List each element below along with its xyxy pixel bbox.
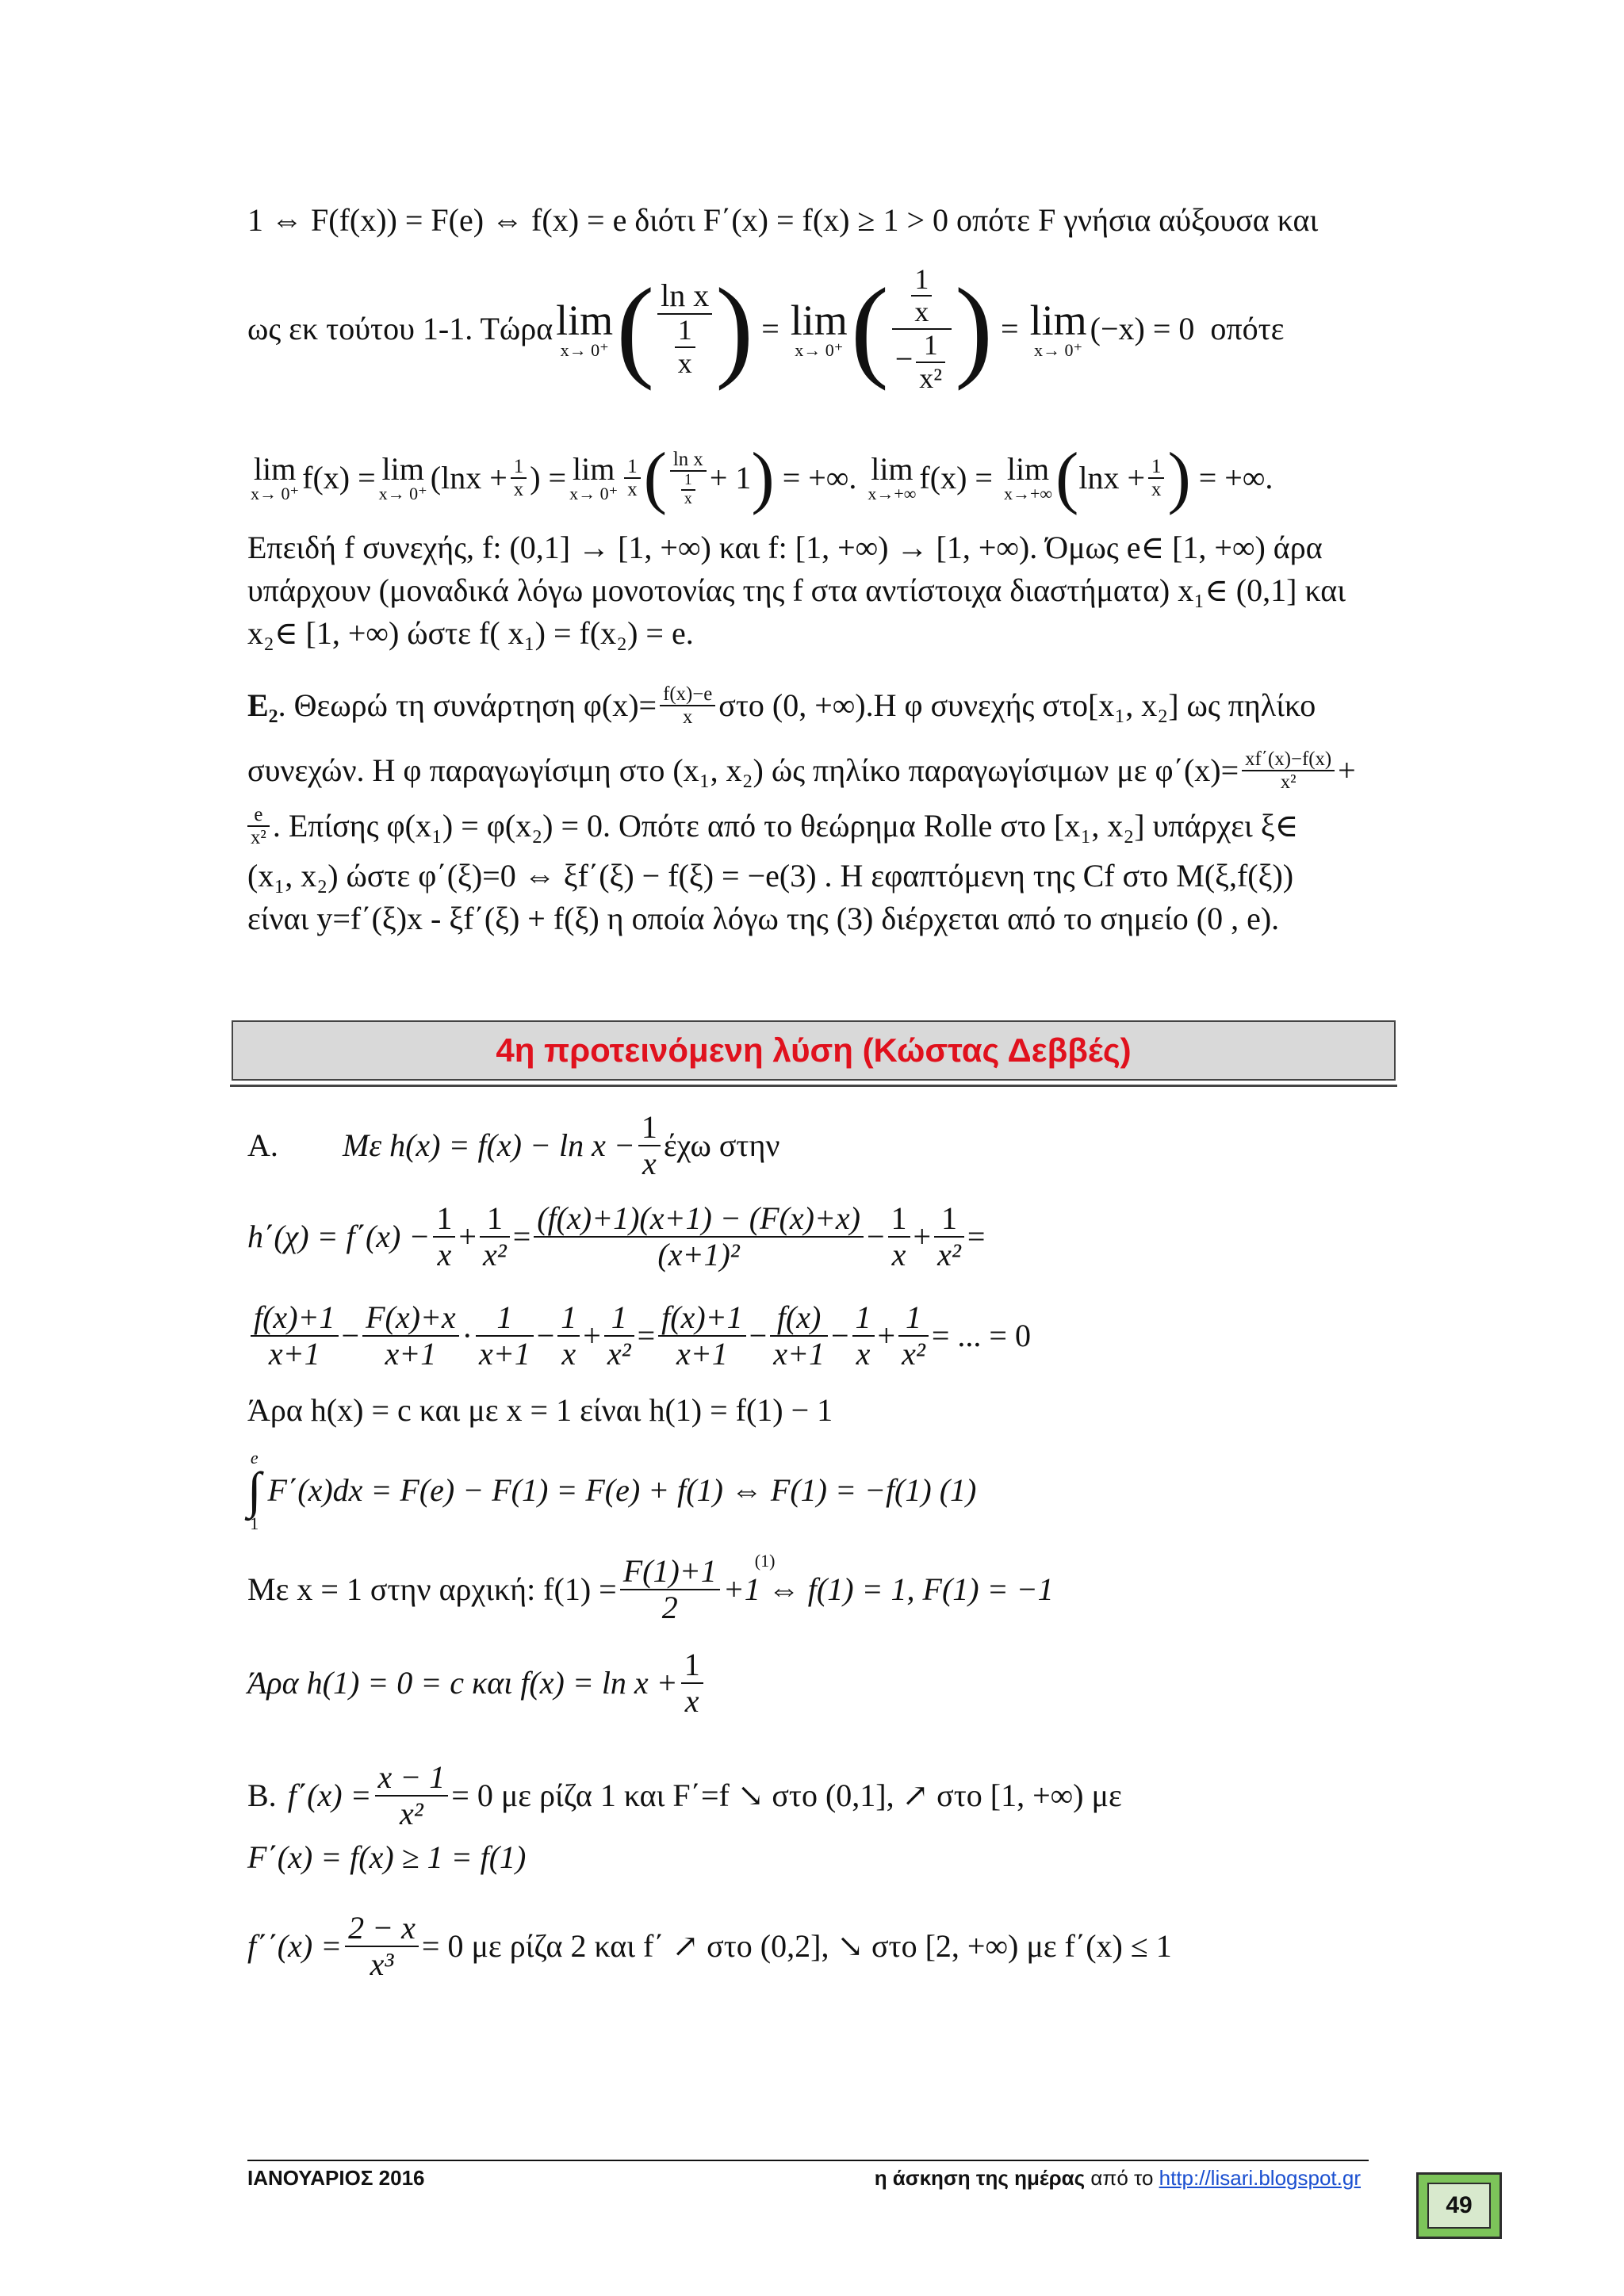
text-line-3-limits: lim x→ 0⁺ f(x) = lim x→ 0⁺ (lnx + $\frac{1}{x}$ ) = lim x→ 0⁺ $\frac{1}{x}$ ( $\frac{\text{ln x}}{\frac{1}{x}}$ + 1 ) = +∞. lim x→+∞ f(x) = lim x→+∞ ( lnx + $\frac{1}{x}$ ) = +∞.: [251, 439, 1274, 517]
e2-line-3: $\frac{e}{\text{x²}}$ . Επίσης φ(x₁) = φ(x₂) = 0. Οπότε από το θεώρημα Rolle στο [x₁, x₂] υπάρχει ξ∈: [247, 794, 1298, 858]
e2-line-4: (x₁, x₂) ώστε φ΄(ξ)=0 ⇔ ξf΄(ξ) − f(ξ) = −e(3) . Η εφαπτόμενη της Cf στο M(ξ,f(ξ)): [247, 858, 1294, 894]
page-number-badge: [1416, 2172, 1502, 2239]
limit-2: lim x→ 0⁺: [790, 297, 848, 360]
e2-line-1: Ε₂ . Θεωρώ τη συνάρτηση φ(x)= $\frac{f(x)-e}{x}$ στο (0, +∞).Η φ συνεχής στο[x₁, x₂] ως πηλίκο: [247, 683, 1316, 728]
sol-a-line-3: $\frac{f(x)+1}{x+1}$ − $\frac{F(x)+x}{x+1}$ · $\frac{1}{x+1}$ − $\frac{1}{x}$ + $\frac{1}{\text{x²}}$ = $\frac{f(x)+1}{x+1}$ − $\frac{f(x)}{x+1}$ − $\frac{1}{x}$ + $\frac{1}{\text{x²}}$ = ... = 0: [247, 1292, 1031, 1380]
sol-a-line-4: Άρα h(x) = c και με x = 1 είναι h(1) = f(1) − 1: [247, 1392, 833, 1428]
text-line-1: 1 ⇔ F(f(x)) = F(e) ⇔ f(x) = e διότι F΄(x) = f(x) ≥ 1 > 0 οπότε F γνήσια αύξουσα και: [247, 202, 1319, 238]
fraction-derivatives: $\frac{1}{x}$ − $\frac{1}{\text{x²}}$: [892, 264, 952, 394]
sol-a-line-6: Με x = 1 στην αρχική: f(1) = $\frac{F(1)+1}{2}$ (1) +1 ⇔ f(1) = 1, F(1) = −1: [247, 1551, 1054, 1625]
sol-a-line-7: Άρα h(1) = 0 = c και f(x) = ln x + $\frac{1}{x}$: [247, 1640, 707, 1727]
text-line-4: Επειδή f συνεχής, f: (0,1] → [1, +∞) και f: [1, +∞) → [1, +∞). Όμως e∈ [1, +∞) άρα: [247, 530, 1323, 565]
sol-b-line-2: F΄(x) = f(x) ≥ 1 = f(1): [247, 1839, 527, 1875]
sol-a-line-2: h΄(χ) = f΄(x) − $\frac{1}{x}$ + $\frac{1}{\text{x²}}$ = $\frac{(f(x)+1)(x+1) - (F(x)+x)}{\text{(x+1)²}}$ − $\frac{1}{x}$ + $\frac{1}{\text{x²}}$ =: [247, 1200, 986, 1272]
text-line-6: x₂∈ [1, +∞) ώστε f( x₁) = f(x₂) = e.: [247, 615, 694, 651]
footer-rule: [247, 2160, 1369, 2161]
heading-underline: [230, 1085, 1397, 1087]
e2-line-5: είναι y=f΄(ξ)x - ξf΄(ξ) + f(ξ) η οποία λόγω της (3) διέρχεται από το σημείο (0 , e).: [247, 901, 1280, 936]
text-line-2-limits: ως εκ τούτου 1-1. Τώρα lim x→ 0⁺ ( $\frac{\text{ln x}}{\frac{1}{x}}$ ) = lim x→ 0⁺ ( $\frac{1}{x}$ − $\frac{1}{\text{x²}}$ ) = lim x→ 0⁺ (−x) = 0 οπότε: [247, 262, 1285, 394]
e2-line-2: συνεχών. Η φ παραγωγίσιμη στο (x₁, x₂) ώς πηλίκο παραγωγίσιμων με φ΄(x)= $\frac{xf΄(x)-f(x)}{\text{x²}}$ +: [247, 748, 1356, 793]
limit-1: lim x→ 0⁺: [556, 297, 614, 360]
page-number: 49: [1427, 2183, 1491, 2229]
limit-3: lim x→ 0⁺: [1029, 297, 1087, 360]
sol-b-line-3: f΄΄(x) = $\frac{2 - x}{\text{x³}}$ = 0 με ρίζα 2 και f΄ ↗ στο (0,2], ↘ στο [2, +∞) με f΄(x) ≤ 1: [247, 1910, 1172, 1982]
solution-heading: 4η προτεινόμενη λύση (Κώστας Δεββές): [232, 1020, 1396, 1081]
text-line-5: υπάρχουν (μοναδικά λόγω μονοτονίας της f στα αντίστοιχα διαστήματα) x₁∈ (0,1] και: [247, 572, 1346, 608]
sol-b-line-1: Β. f΄(x) = $\frac{x - 1}{\text{x²}}$ = 0 με ρίζα 1 και F΄=f ↘ στο (0,1], ↗ στο [1, +∞) με: [247, 1759, 1122, 1831]
sol-a-line-1: Α. Με h(x) = f(x) − ln x − $\frac{1}{x}$ έχω στην: [247, 1109, 780, 1181]
footer-date: ΙΑΝΟΥΑΡΙΟΣ 2016: [247, 2166, 425, 2190]
footer-link[interactable]: http://lisari.blogspot.gr: [1159, 2166, 1361, 2190]
footer-source: η άσκηση της ημέρας από το http://lisari.blogspot.gr: [874, 2166, 1361, 2190]
sol-a-line-5-integral: e ∫ 1 F΄(x)dx = F(e) − F(1) = F(e) + f(1) ⇔ F(1) = −f(1) (1): [247, 1447, 977, 1533]
fraction-lnx-over-1x: $\frac{\text{ln x}}{\frac{1}{x}}$: [657, 278, 712, 379]
big-fraction: $\frac{(f(x)+1)(x+1) - (F(x)+x)}{\text{(x+1)²}}$: [534, 1201, 864, 1272]
